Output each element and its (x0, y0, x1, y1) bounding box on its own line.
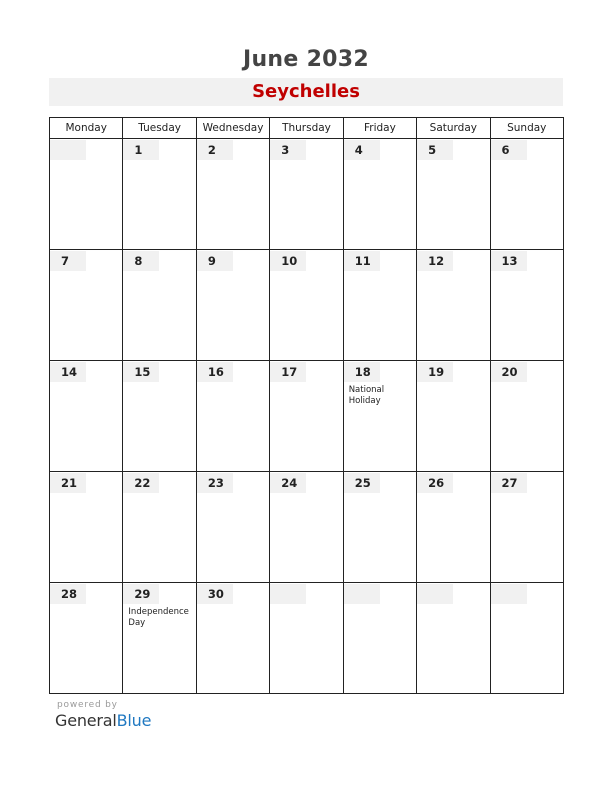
day-number: 13 (491, 251, 527, 271)
day-number: 5 (417, 140, 453, 160)
day-number: 25 (344, 473, 380, 493)
day-number: 2 (197, 140, 233, 160)
day-number (491, 584, 527, 604)
day-number (344, 584, 380, 604)
day-cell (417, 250, 490, 361)
day-number: 27 (491, 473, 527, 493)
day-cell (490, 472, 563, 583)
day-cell (490, 361, 563, 472)
day-number: 11 (344, 251, 380, 271)
day-number: 1 (123, 140, 159, 160)
day-cell (50, 583, 123, 694)
day-cell (343, 583, 416, 694)
week-row (50, 139, 564, 250)
day-number: 8 (123, 251, 159, 271)
day-cell (343, 139, 416, 250)
day-cell (490, 583, 563, 694)
day-cell (50, 472, 123, 583)
day-number: 29 (123, 584, 159, 604)
day-cell (270, 472, 343, 583)
day-cell (196, 472, 269, 583)
calendar-grid (49, 117, 564, 694)
weekday-header: Tuesday (123, 118, 196, 139)
weekday-header: Sunday (490, 118, 563, 139)
day-number: 17 (270, 362, 306, 382)
day-cell (123, 472, 196, 583)
day-number: 12 (417, 251, 453, 271)
day-number (50, 140, 86, 160)
day-cell (490, 250, 563, 361)
day-number: 24 (270, 473, 306, 493)
day-number: 7 (50, 251, 86, 271)
week-row (50, 361, 564, 472)
day-cell (123, 250, 196, 361)
day-number: 4 (344, 140, 380, 160)
day-number: 26 (417, 473, 453, 493)
day-cell (50, 139, 123, 250)
day-cell (270, 361, 343, 472)
country-name: Seychelles (252, 81, 360, 102)
holiday-label: Independence Day (128, 607, 189, 628)
day-number: 20 (491, 362, 527, 382)
brand-logo[interactable] (55, 711, 151, 730)
day-cell (417, 139, 490, 250)
weekday-header: Friday (343, 118, 416, 139)
week-row (50, 472, 564, 583)
brand-logo-blue: Blue (116, 711, 152, 730)
weekday-header: Monday (50, 118, 123, 139)
day-cell (196, 250, 269, 361)
day-cell (343, 472, 416, 583)
footer-branding (55, 700, 151, 730)
day-number: 21 (50, 473, 86, 493)
day-number: 22 (123, 473, 159, 493)
country-band (49, 78, 563, 106)
day-number: 10 (270, 251, 306, 271)
day-cell (50, 250, 123, 361)
day-number: 16 (197, 362, 233, 382)
powered-by-text: powered by (57, 700, 118, 710)
week-row (50, 583, 564, 694)
day-cell (196, 139, 269, 250)
day-number: 14 (50, 362, 86, 382)
day-cell (270, 583, 343, 694)
day-cell (196, 361, 269, 472)
day-cell (270, 250, 343, 361)
day-number (270, 584, 306, 604)
day-cell (417, 361, 490, 472)
brand-logo-general: General (55, 711, 117, 730)
day-cell (196, 583, 269, 694)
day-number: 23 (197, 473, 233, 493)
day-number: 9 (197, 251, 233, 271)
weekday-header-row (50, 118, 564, 139)
day-cell (417, 472, 490, 583)
weekday-header: Thursday (270, 118, 343, 139)
weekday-header: Saturday (417, 118, 490, 139)
day-number (417, 584, 453, 604)
day-number: 28 (50, 584, 86, 604)
page-title: June 2032 (242, 47, 370, 72)
day-number: 3 (270, 140, 306, 160)
day-number: 6 (491, 140, 527, 160)
day-number: 30 (197, 584, 233, 604)
day-cell (50, 361, 123, 472)
day-cell (490, 139, 563, 250)
day-cell (417, 583, 490, 694)
day-cell (123, 361, 196, 472)
day-cell (123, 139, 196, 250)
day-cell (343, 361, 416, 472)
day-number: 19 (417, 362, 453, 382)
weekday-header: Wednesday (196, 118, 269, 139)
holiday-label: National Holiday (348, 385, 385, 406)
day-number: 18 (344, 362, 380, 382)
week-row (50, 250, 564, 361)
day-cell (270, 139, 343, 250)
day-number: 15 (123, 362, 159, 382)
day-cell (123, 583, 196, 694)
day-cell (343, 250, 416, 361)
